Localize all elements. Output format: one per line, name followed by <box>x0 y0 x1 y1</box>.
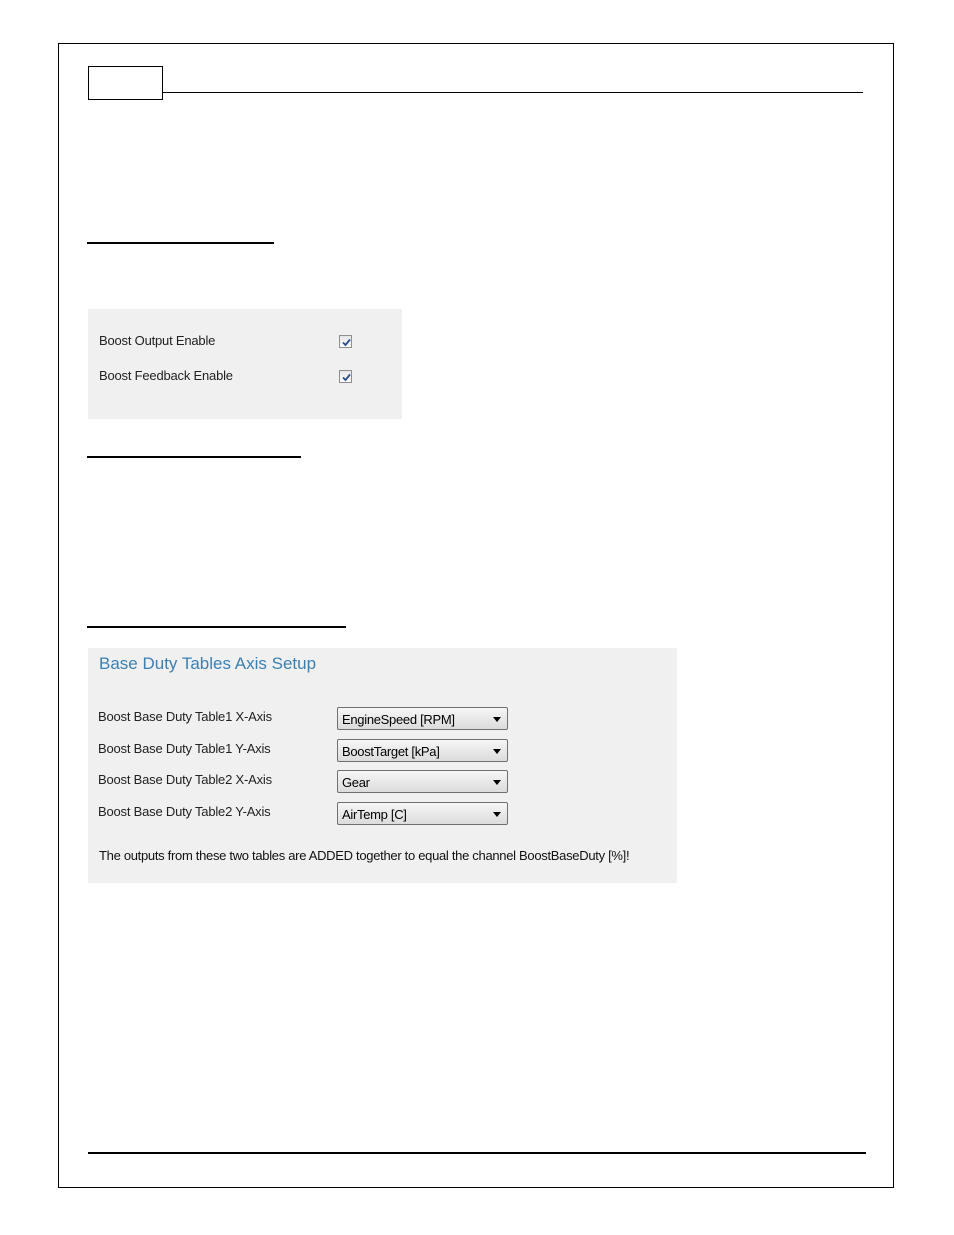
table1-y-axis-select[interactable] <box>337 739 508 762</box>
dropdown-value: AirTemp [C] <box>342 807 407 822</box>
table1-x-axis-label: Boost Base Duty Table1 X-Axis <box>98 709 272 724</box>
table1-y-axis-label: Boost Base Duty Table1 Y-Axis <box>98 741 271 756</box>
section-heading-rule-1 <box>87 242 274 244</box>
section-heading-rule-3 <box>87 626 346 628</box>
dropdown-value: BoostTarget [kPa] <box>342 744 440 759</box>
panel-title: Base Duty Tables Axis Setup <box>99 654 317 673</box>
boost-output-enable-label: Boost Output Enable <box>99 333 216 348</box>
chevron-down-icon <box>493 780 501 785</box>
table1-x-axis-select[interactable] <box>337 707 508 730</box>
boost-feedback-enable-checkbox[interactable] <box>339 370 352 383</box>
page-border <box>58 43 894 1188</box>
boost-enable-panel <box>88 309 402 419</box>
chevron-down-icon <box>493 749 501 754</box>
table2-y-axis-label: Boost Base Duty Table2 Y-Axis <box>98 804 271 819</box>
section-heading-rule-2 <box>87 456 301 458</box>
dropdown-value: EngineSpeed [RPM] <box>342 712 455 727</box>
boost-feedback-enable-label: Boost Feedback Enable <box>99 368 233 383</box>
footer-rule <box>88 1152 866 1154</box>
page-number-box <box>88 66 163 100</box>
dropdown-value: Gear <box>342 775 370 790</box>
header-rule <box>163 92 863 93</box>
table2-x-axis-select[interactable] <box>337 770 508 793</box>
chevron-down-icon <box>493 812 501 817</box>
table2-y-axis-select[interactable] <box>337 802 508 825</box>
axis-panel-footnote: The outputs from these two tables are ADDED together to equal the channel BoostBaseDuty [%]! <box>99 848 630 863</box>
base-duty-axis-panel <box>88 648 677 883</box>
check-icon <box>341 337 352 348</box>
check-icon <box>341 372 352 383</box>
table2-x-axis-label: Boost Base Duty Table2 X-Axis <box>98 772 272 787</box>
boost-output-enable-checkbox[interactable] <box>339 335 352 348</box>
chevron-down-icon <box>493 717 501 722</box>
